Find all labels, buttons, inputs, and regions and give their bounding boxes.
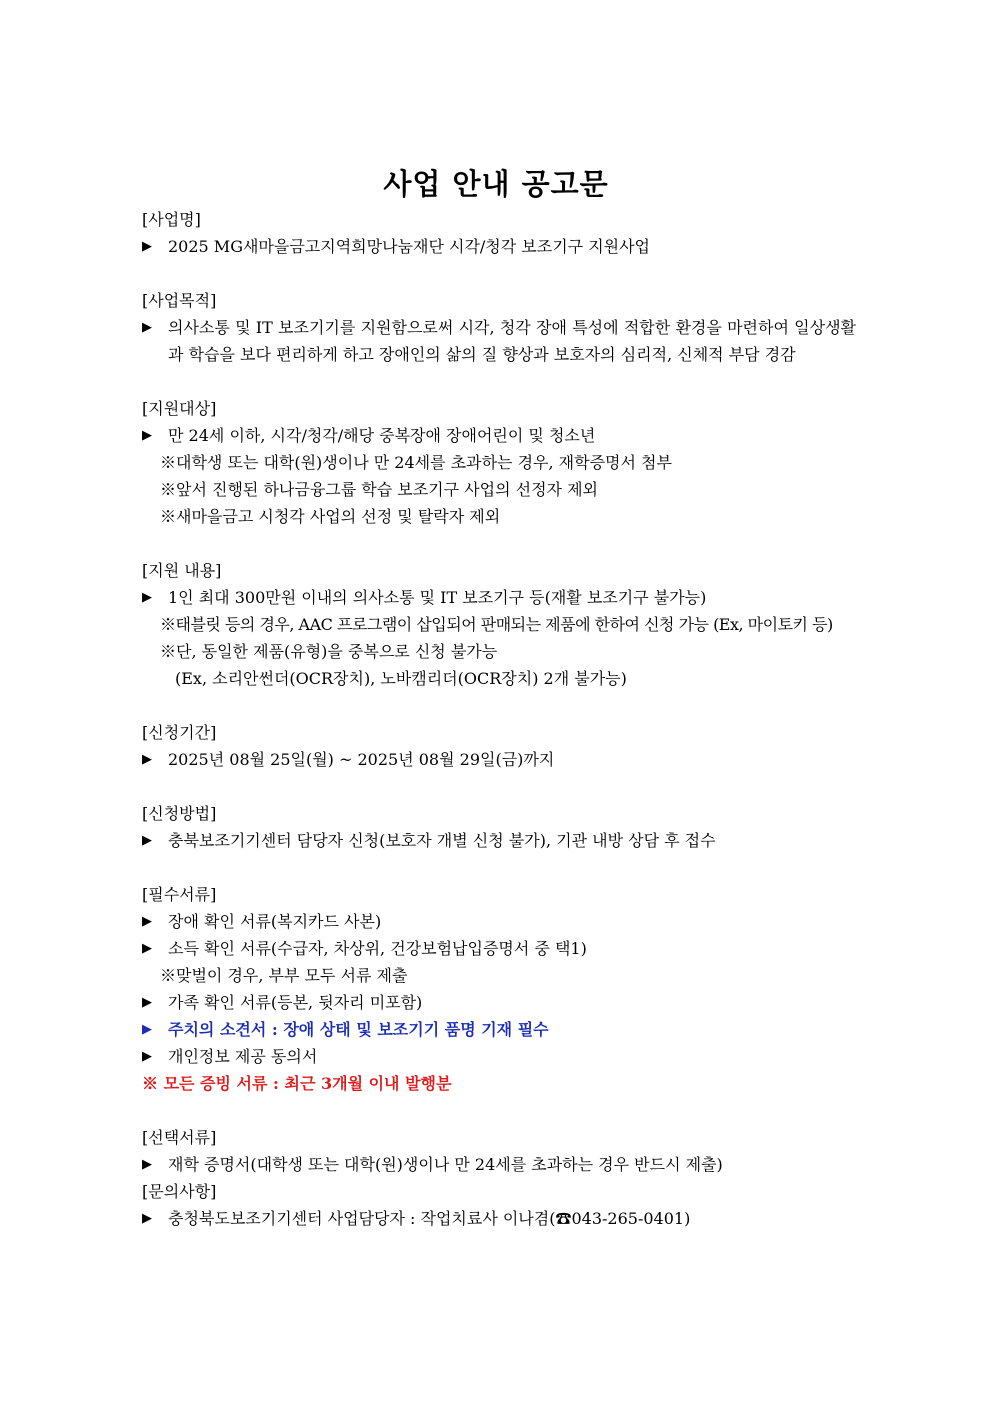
bullet-triangle-icon: ▶ [142, 590, 152, 605]
section-heading: [선택서류] [142, 1128, 217, 1147]
item-text: 주치의 소견서 : 장애 상태 및 보조기기 품명 기재 필수 [168, 1020, 549, 1039]
bullet-triangle-icon: ▶ [142, 320, 152, 335]
item-text: 소득 확인 서류(수급자, 차상위, 건강보험납입증명서 중 택1) [168, 939, 587, 958]
warning-line: ※ 모든 증빙 서류 : 최근 3개월 이내 발행분 [142, 1074, 452, 1093]
bullet-triangle-icon: ▶ [142, 239, 152, 254]
note-line: ※맞벌이 경우, 부부 모두 서류 제출 [160, 966, 408, 985]
list-item [142, 827, 856, 854]
list-item [142, 935, 856, 962]
section-heading: [사업목적] [142, 291, 217, 310]
item-text: 1인 최대 300만원 이내의 의사소통 및 IT 보조기구 등(재활 보조기구 불가능) [168, 588, 707, 607]
section-heading: [신청기간] [142, 723, 217, 742]
section-optional-documents [142, 1124, 856, 1178]
section-contact [142, 1178, 856, 1232]
list-item [142, 746, 856, 773]
item-text: 장애 확인 서류(복지카드 사본) [168, 912, 382, 931]
list-item [142, 1151, 856, 1178]
section-heading: [신청방법] [142, 804, 217, 823]
list-item [142, 233, 856, 260]
list-item-highlighted [142, 1016, 856, 1043]
bullet-triangle-icon: ▶ [142, 995, 152, 1010]
item-text: 충북보조기기센터 담당자 신청(보호자 개별 신청 불가), 기관 내방 상담 후 접수 [168, 831, 716, 850]
bullet-triangle-icon: ▶ [142, 1022, 152, 1037]
list-item [142, 584, 856, 611]
section-heading: [필수서류] [142, 885, 217, 904]
bullet-triangle-icon: ▶ [142, 1211, 152, 1226]
section-heading: [지원 내용] [142, 561, 222, 580]
notice-body [142, 206, 856, 1232]
item-text: 만 24세 이하, 시각/청각/해당 중복장애 장애어린이 및 청소년 [168, 426, 596, 445]
note-line: ※앞서 진행된 하나금융그룹 학습 보조기구 사업의 선정자 제외 [160, 480, 599, 499]
item-text: 재학 증명서(대학생 또는 대학(원)생이나 만 24세를 초과하는 경우 반드시 제출) [168, 1155, 723, 1174]
section-target [142, 395, 856, 530]
bullet-triangle-icon: ▶ [142, 1049, 152, 1064]
section-support-content [142, 557, 856, 692]
bullet-triangle-icon: ▶ [142, 941, 152, 956]
note-line: ※태블릿 등의 경우, AAC 프로그램이 삽입되어 판매되는 제품에 한하여 신청 가능 (Ex, 마이토키 등) [160, 615, 833, 634]
section-required-documents [142, 881, 856, 1097]
item-text: 의사소통 및 IT 보조기기를 지원함으로써 시각, 청각 장애 특성에 적합한 환경을 마련하여 일상생활과 학습을 보다 편리하게 하고 장애인의 삶의 질 향상과 보호자의 심리적, 신체적 부담 경감 [168, 318, 856, 364]
note-line: ※대학생 또는 대학(원)생이나 만 24세를 초과하는 경우, 재학증명서 첨부 [160, 453, 672, 472]
note-line: ※새마을금고 시청각 사업의 선정 및 탈락자 제외 [160, 507, 501, 526]
section-heading: [사업명] [142, 210, 201, 229]
section-method [142, 800, 856, 854]
list-item [142, 1205, 856, 1232]
bullet-triangle-icon: ▶ [142, 428, 152, 443]
bullet-triangle-icon: ▶ [142, 914, 152, 929]
item-text: 2025 MG새마을금고지역희망나눔재단 시각/청각 보조기구 지원사업 [168, 237, 651, 256]
list-item [142, 314, 856, 368]
item-text: 개인정보 제공 동의서 [168, 1047, 318, 1066]
list-item [142, 1043, 856, 1070]
note-line: ※단, 동일한 제품(유형)을 중복으로 신청 불가능 [160, 642, 498, 661]
section-period [142, 719, 856, 773]
list-item [142, 908, 856, 935]
item-text: 가족 확인 서류(등본, 뒷자리 미포함) [168, 993, 423, 1012]
list-item [142, 989, 856, 1016]
bullet-triangle-icon: ▶ [142, 833, 152, 848]
section-purpose [142, 287, 856, 368]
list-item [142, 422, 856, 449]
example-line: (Ex, 소리안썬더(OCR장치), 노바캠리더(OCR장치) 2개 불가능) [175, 669, 627, 688]
section-heading: [지원대상] [142, 399, 217, 418]
bullet-triangle-icon: ▶ [142, 752, 152, 767]
section-project-name [142, 206, 856, 260]
section-heading: [문의사항] [142, 1182, 217, 1201]
item-text: 2025년 08월 25일(월) ~ 2025년 08월 29일(금)까지 [168, 750, 555, 769]
bullet-triangle-icon: ▶ [142, 1157, 152, 1172]
page-title: 사업 안내 공고문 [383, 167, 609, 201]
item-text: 충청북도보조기기센터 사업담당자 : 작업치료사 이나겸(☎043-265-0401) [168, 1209, 691, 1228]
